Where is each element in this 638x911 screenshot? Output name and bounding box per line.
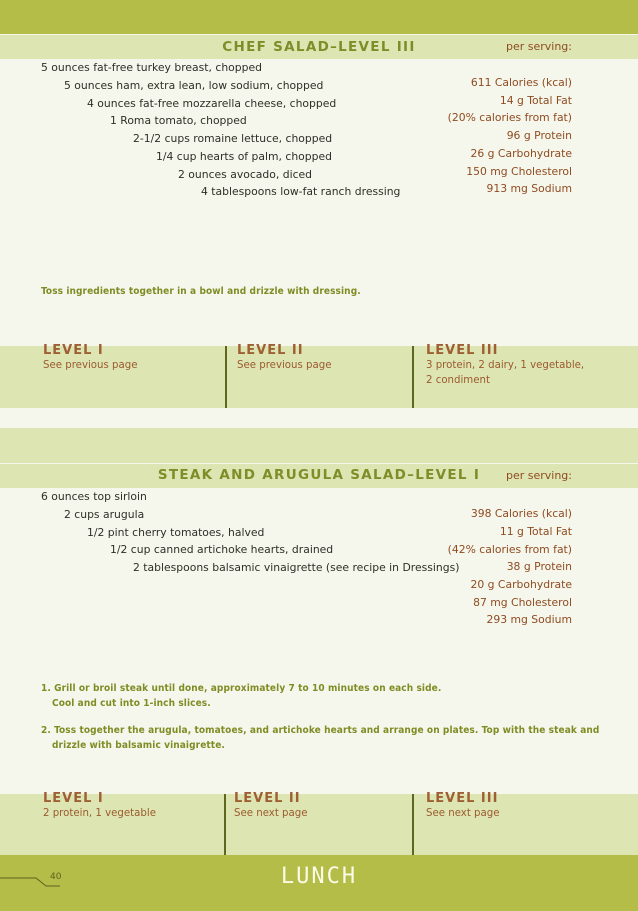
ingredient-line: 2 tablespoons balsamic vinaigrette (see recipe in Dressings) (133, 561, 460, 574)
recipe-title: STEAK AND ARUGULA SALAD–LEVEL I (157, 467, 481, 483)
instruction-line: drizzle with balsamic vinaigrette. (52, 740, 225, 751)
ingredient-line: 1/2 cup canned artichoke hearts, drained (110, 543, 334, 556)
ingredient-line: 1 Roma tomato, chopped (110, 114, 247, 127)
top-band (0, 0, 638, 34)
instruction-line: 2. Toss together the arugula, tomatoes, and artichoke hearts and arrange on plates. Top with the steak and (41, 725, 600, 736)
level-3-heading: LEVEL III (426, 343, 499, 358)
ingredient-line: 1/4 cup hearts of palm, chopped (156, 150, 332, 163)
per-serving-label: per serving: (505, 469, 572, 482)
level-1-heading: LEVEL I (43, 791, 104, 806)
ingredient-line: 2 cups arugula (64, 508, 145, 521)
nutrition-line: 913 mg Sodium (486, 182, 572, 195)
level-1-heading: LEVEL I (43, 343, 104, 358)
level-3-text: 2 condiment (426, 375, 490, 386)
level-1-text: 2 protein, 1 vegetable (43, 808, 156, 819)
page-number: 40 (50, 872, 62, 882)
ingredient-line: 2-1/2 cups romaine lettuce, chopped (133, 132, 333, 145)
nutrition-line: 398 Calories (kcal) (470, 507, 572, 520)
column-divider (412, 794, 414, 856)
section-title: LUNCH (280, 864, 358, 889)
level-1-text: See previous page (43, 360, 138, 371)
column-divider (224, 794, 226, 856)
nutrition-line: 611 Calories (kcal) (470, 76, 572, 89)
per-serving-label: per serving: (505, 40, 572, 53)
nutrition-line: 87 mg Cholesterol (473, 596, 572, 609)
nutrition-line: 96 g Protein (506, 129, 572, 142)
nutrition-line: (20% calories from fat) (447, 111, 572, 124)
level-3-text: 3 protein, 2 dairy, 1 vegetable, (426, 360, 585, 371)
level-2-heading: LEVEL II (234, 791, 301, 806)
level-3-text: See next page (426, 808, 500, 819)
column-divider (412, 346, 414, 408)
ingredient-line: 4 ounces fat-free mozzarella cheese, chopped (87, 97, 337, 110)
recipe-title: CHEF SALAD–LEVEL III (222, 39, 416, 55)
ingredient-line: 2 ounces avocado, diced (178, 168, 313, 181)
ingredient-line: 4 tablespoons low-fat ranch dressing (201, 185, 401, 198)
instruction-line: 1. Grill or broil steak until done, approximately 7 to 10 minutes on each side. (41, 683, 442, 694)
level-2-text: See previous page (237, 360, 332, 371)
ingredient-line: 6 ounces top sirloin (41, 490, 147, 503)
level-2-text: See next page (234, 808, 308, 819)
nutrition-line: 11 g Total Fat (499, 525, 572, 538)
nutrition-line: (42% calories from fat) (447, 543, 572, 556)
level-3-heading: LEVEL III (426, 791, 499, 806)
nutrition-line: 26 g Carbohydrate (470, 147, 572, 160)
nutrition-line: 38 g Protein (506, 560, 572, 573)
level-2-heading: LEVEL II (237, 343, 304, 358)
instruction-line: Cool and cut into 1-inch slices. (52, 698, 211, 709)
ingredient-line: 5 ounces fat-free turkey breast, chopped (41, 61, 262, 74)
nutrition-line: 150 mg Cholesterol (466, 165, 572, 178)
column-divider (225, 346, 227, 408)
nutrition-line: 14 g Total Fat (499, 94, 572, 107)
ingredient-line: 1/2 pint cherry tomatoes, halved (87, 526, 265, 539)
ingredient-line: 5 ounces ham, extra lean, low sodium, chopped (64, 79, 324, 92)
separator-band (0, 428, 638, 463)
instruction-line: Toss ingredients together in a bowl and drizzle with dressing. (41, 286, 361, 297)
nutrition-line: 293 mg Sodium (486, 613, 572, 626)
nutrition-line: 20 g Carbohydrate (470, 578, 572, 591)
